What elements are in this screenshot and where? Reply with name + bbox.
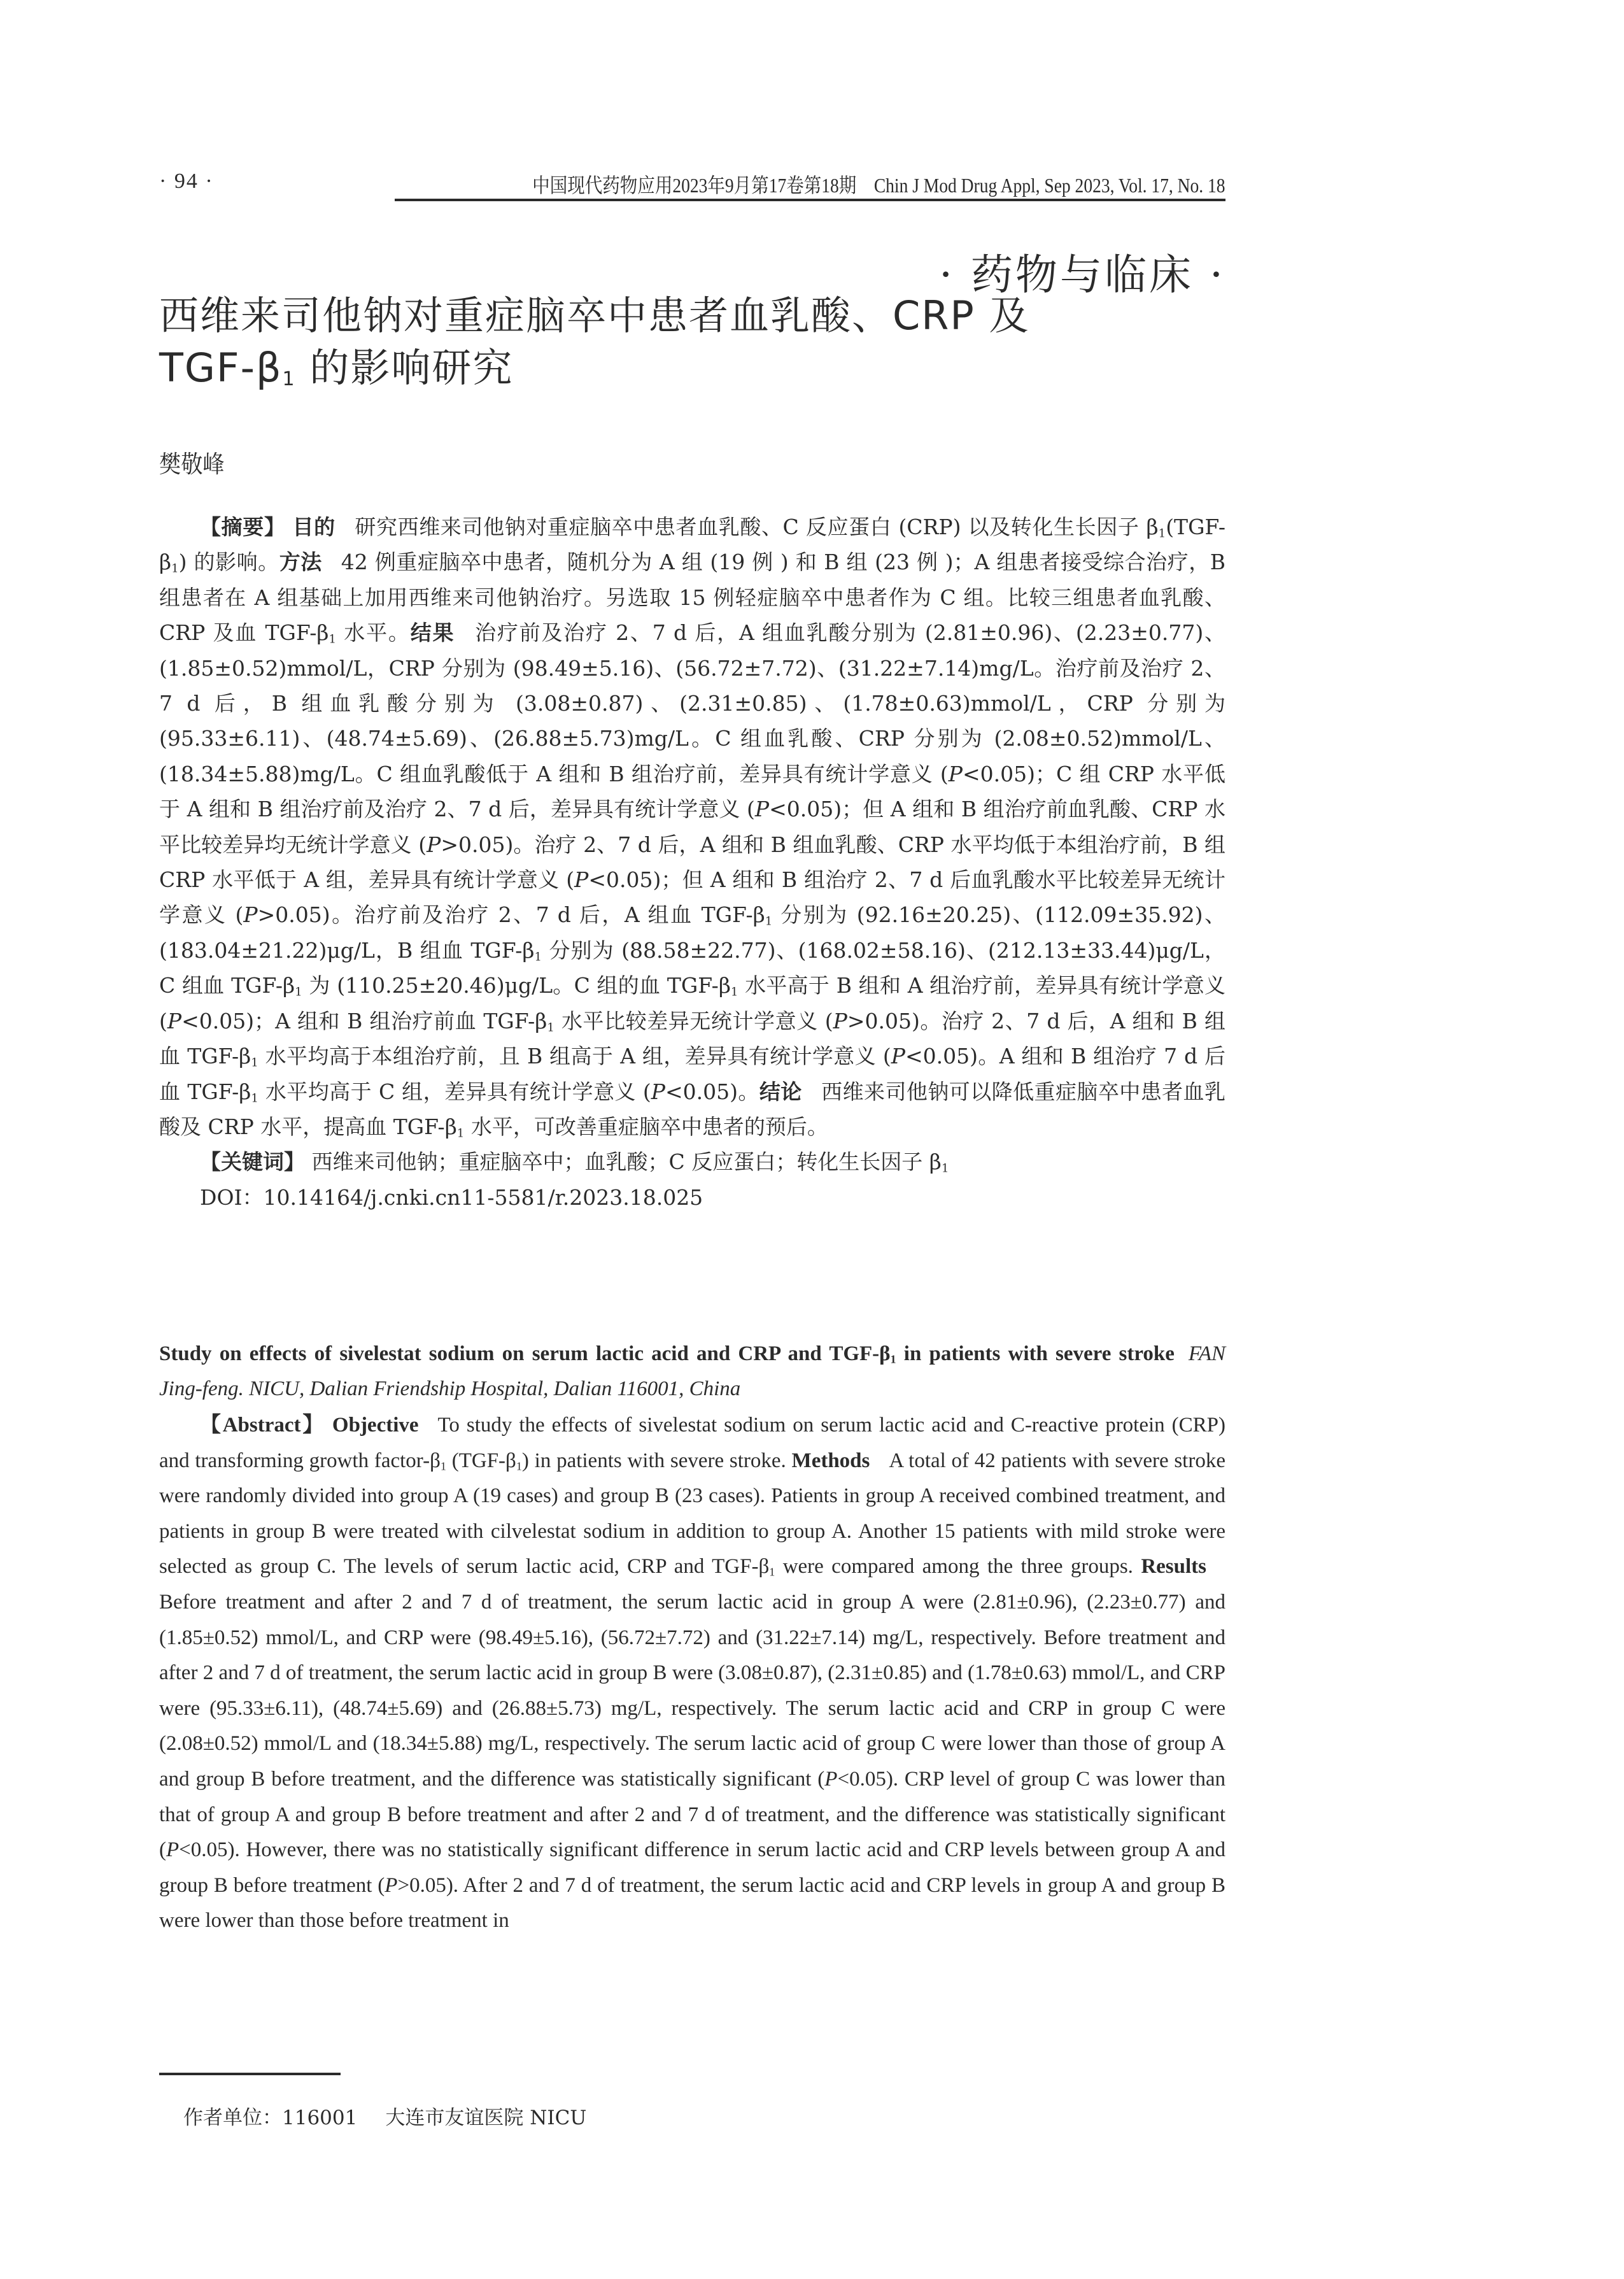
abstract-paragraph <box>159 509 1225 1144</box>
english-methods-text: A total of 42 patients with severe stroke were randomly divided into group A (19 cases) and group B (23 cases). Patients in group A received combined treatment, and patients in group B were treated with cilvelestat sodium in addition to group A. Another 15 patients with mild stroke were selected as group C. The levels of serum lactic acid, CRP and TGF-β <box>159 1449 1225 1579</box>
english-results-text: <0.05). CRP level of group C was lower than that of group A and group B before treatment and after 2 and 7 d of treatment, and the difference was statistically significant ( <box>159 1767 1225 1862</box>
results-text: 水平均高于本组治疗前，且 B 组高于 A 组，差异具有统计学意义 ( <box>258 1044 891 1069</box>
english-results-text: <0.05). However, there was no statistically significant difference in serum lactic acid and CRP levels between group A and group B before treatment ( <box>159 1838 1225 1897</box>
english-objective-text: To study the effects of sivelestat sodium on serum lactic acid and C-reactive protein (CRP) and transforming growth factor-β <box>159 1414 1225 1472</box>
results-text: <0.05)；C 组 CRP 水平低于 A 组和 B 组治疗前及治疗 2、7 d 后，差异具有统计学意义 ( <box>159 761 1225 822</box>
english-abstract <box>159 1408 1225 1939</box>
english-results-text: >0.05). After 2 and 7 d of treatment, the serum lactic acid and CRP levels in group A and group B were lower than those before treatment in <box>159 1873 1226 1933</box>
results-text: 为 (110.25±20.46)μg/L。C 组的血 TGF-β <box>302 973 731 998</box>
subscript: 1 <box>440 1459 446 1473</box>
keywords-line <box>159 1144 1225 1179</box>
english-objective-text: ) in patients with severe stroke. <box>521 1449 786 1472</box>
english-methods-text: were compared among the three groups. <box>775 1555 1133 1579</box>
english-abstract-label: 【Abstract】 <box>200 1414 325 1437</box>
p-value-symbol: P <box>427 832 441 857</box>
section-label: · 药物与临床 · <box>939 250 1225 299</box>
objective-text: ) 的影响。 <box>178 550 279 575</box>
subscript: 1 <box>251 1091 258 1105</box>
keywords-text: 西维来司他钠；重症脑卒中；血乳酸；C 反应蛋白；转化生长因子 β <box>311 1149 942 1175</box>
conclusion-label: 结论 <box>759 1079 802 1104</box>
results-text: 分别为 (92.16±20.25)、(112.09±35.92)、(183.04±21.22)μg/L，B 组血 TGF-β <box>159 902 1225 963</box>
methods-text: 42 例重症脑卒中患者，随机分为 A 组 (19 例 ) 和 B 组 (23 例 )；A 组患者接受综合治疗，B 组患者在 A 组基础上加用西维来司他钠治疗。另选取 15 例轻症脑卒中患者作为 C 组。比较三组患者血乳酸、CRP 及血 TGF-β <box>159 550 1225 646</box>
title-subscript: 1 <box>282 368 296 390</box>
article-title <box>159 290 1225 394</box>
results-text: 水平均高于 C 组，差异具有统计学意义 ( <box>258 1079 651 1104</box>
results-text: 治疗前及治疗 2、7 d 后，A 组血乳酸分别为 (2.81±0.96)、(2.23±0.77)、(1.85±0.52)mmol/L，CRP 分别为 (98.49±5.16)、(56.72±7.72)、(31.22±7.14)mg/L。治疗前及治疗 2、7 d 后，B 组血乳酸分别为 (3.08±0.87)、(2.31±0.85)、(1.78±0.63)mmol/L，CRP 分别为 (95.33±6.11)、(48.74±5.69)、(26.88±5.73)mg/L。C 组血乳酸、CRP 分别为 (2.08±0.52)mmol/L、(18.34±5.88)mg/L。C 组血乳酸低于 A 组和 B 组治疗前，差异具有统计学意义 ( <box>159 620 1225 786</box>
results-text: <0.05)。 <box>665 1079 759 1104</box>
conclusion-text: 水平，可改善重症脑卒中患者的预后。 <box>464 1114 828 1139</box>
author-name: 樊敬峰 <box>159 450 225 478</box>
english-objective-text: (TGF-β <box>446 1449 516 1472</box>
p-value-symbol: P <box>167 1008 182 1033</box>
results-text: >0.05)。治疗 2、7 d 后，A 组和 B 组血乳酸、CRP 水平均低于本组治疗前，B 组 CRP 水平低于 A 组，差异具有统计学意义 ( <box>159 832 1225 893</box>
english-title-text: in patients with severe stroke <box>896 1342 1175 1365</box>
doi[interactable]: DOI：10.14164/j.cnki.cn11-5581/r.2023.18.025 <box>200 1184 703 1210</box>
header-rule <box>395 199 1225 201</box>
p-value-symbol: P <box>651 1079 665 1104</box>
subscript: 1 <box>534 950 542 964</box>
page-number: · 94 · <box>159 169 214 193</box>
results-text: >0.05)。治疗 2、7 d 后，A 组和 B 组血 TGF-β <box>159 1008 1225 1069</box>
p-value-symbol: P <box>243 902 258 928</box>
author-affiliation-footnote <box>183 2101 586 2130</box>
results-text: 水平高于 B 组和 A 组治疗前，差异具有统计学意义 ( <box>159 973 1226 1033</box>
journal-citation: 中国现代药物应用2023年9月第17卷第18期 Chin J Mod Drug Appl, Sep 2023, Vol. 17, No. 18 <box>532 174 1225 197</box>
methods-text: 水平。 <box>336 620 411 646</box>
subscript: 1 <box>547 1021 554 1035</box>
results-text: 分别为 (88.58±22.77)、(168.02±58.16)、(212.13±33.44)μg/L，C 组血 TGF-β <box>159 937 1225 998</box>
title-suffix: 的影响研究 <box>295 344 514 391</box>
subscript: 1 <box>295 985 302 999</box>
title-line-2 <box>159 342 1225 394</box>
english-objective-label: Objective <box>332 1414 419 1437</box>
objective-text: (TGF-β <box>159 515 1225 575</box>
subscript: 1 <box>1158 527 1166 541</box>
subscript: 1 <box>890 1352 896 1366</box>
p-value-symbol: P <box>891 1044 905 1069</box>
p-value-symbol: P <box>833 1008 847 1033</box>
english-methods-label: Methods <box>791 1449 870 1472</box>
conclusion-text: 西维来司他钠可以降低重症脑卒中患者血乳酸及 CRP 水平，提高血 TGF-β <box>159 1079 1225 1139</box>
footnote-label: 作者单位：116001 <box>183 2106 358 2129</box>
abstract-label: 【摘要】 <box>200 515 286 539</box>
subscript: 1 <box>516 1459 522 1473</box>
objective-text: 研究西维来司他钠对重症脑卒中患者血乳酸、C 反应蛋白 (CRP) 以及转化生长因子 β <box>354 515 1159 539</box>
results-text: <0.05)；但 A 组和 B 组治疗 2、7 d 后血乳酸水平比较差异无统计学意义 ( <box>159 867 1225 928</box>
objective-label: 目的 <box>292 515 335 539</box>
subscript: 1 <box>730 985 738 999</box>
p-value-symbol: P <box>948 761 963 786</box>
results-text: <0.05)；A 组和 B 组治疗前血 TGF-β <box>181 1008 547 1033</box>
running-header <box>159 167 1225 200</box>
english-results-label: Results <box>1141 1555 1206 1579</box>
p-value-symbol: P <box>166 1838 180 1862</box>
results-text: <0.05)；但 A 组和 B 组治疗前血乳酸、CRP 水平比较差异均无统计学意义 ( <box>159 797 1225 857</box>
results-text: 水平比较差异无统计学意义 ( <box>554 1008 833 1033</box>
english-results-text: Before treatment and after 2 and 7 d of treatment, the serum lactic acid in group A were (2.81±0.96), (2.23±0.77) and (1.85±0.52) mmol/L, and CRP were (98.49±5.16), (56.72±7.72) and (31.22±7.14) mg/L, respectively. Before treatment and after 2 and 7 d of treatment, the serum lactic acid in group B were (3.08±0.87), (2.31±0.85) and (1.78±0.63) mmol/L, and CRP were (95.33±6.11), (48.74±5.69) and (26.88±5.73) mg/L, respectively. The serum lactic acid and CRP in group C were (2.08±0.52) mmol/L and (18.34±5.88) mg/L, respectively. The serum lactic acid of group C were lower than those of group A and group B before treatment, and the difference was statistically significant ( <box>159 1590 1225 1791</box>
subscript: 1 <box>765 915 773 928</box>
title-tgf: TGF-β <box>159 344 283 391</box>
subscript: 1 <box>328 632 337 646</box>
results-text: >0.05)。治疗前及治疗 2、7 d 后，A 组血 TGF-β <box>257 902 765 928</box>
p-value-symbol: P <box>824 1767 838 1791</box>
subscript: 1 <box>251 1056 258 1070</box>
p-value-symbol: P <box>574 867 589 893</box>
english-title <box>159 1337 1225 1407</box>
subscript: 1 <box>769 1565 775 1579</box>
chinese-abstract <box>159 509 1225 1215</box>
p-value-symbol: P <box>385 1873 398 1897</box>
results-text: <0.05)。A 组和 B 组治疗 7 d 后血 TGF-β <box>159 1044 1225 1104</box>
english-abstract-paragraph <box>159 1408 1225 1939</box>
english-title-text: Study on effects of sivelestat sodium on serum lactic acid and CRP and TGF-β <box>159 1342 891 1365</box>
footnote-text: 大连市友谊医院 NICU <box>385 2106 587 2129</box>
title-line-1: 西维来司他钠对重症脑卒中患者血乳酸、CRP 及 <box>159 292 1030 339</box>
keywords-label: 【关键词】 <box>200 1149 305 1175</box>
subscript: 1 <box>456 1126 465 1140</box>
footnote-rule <box>159 2073 341 2075</box>
p-value-symbol: P <box>754 797 770 822</box>
subscript: 1 <box>941 1161 949 1175</box>
english-author-affiliation: FAN Jing-feng. NICU, Dalian Friendship Hospital, Dalian 116001, China <box>159 1342 1225 1400</box>
subscript: 1 <box>171 562 179 576</box>
methods-label: 方法 <box>279 550 322 575</box>
results-label: 结果 <box>410 620 455 646</box>
